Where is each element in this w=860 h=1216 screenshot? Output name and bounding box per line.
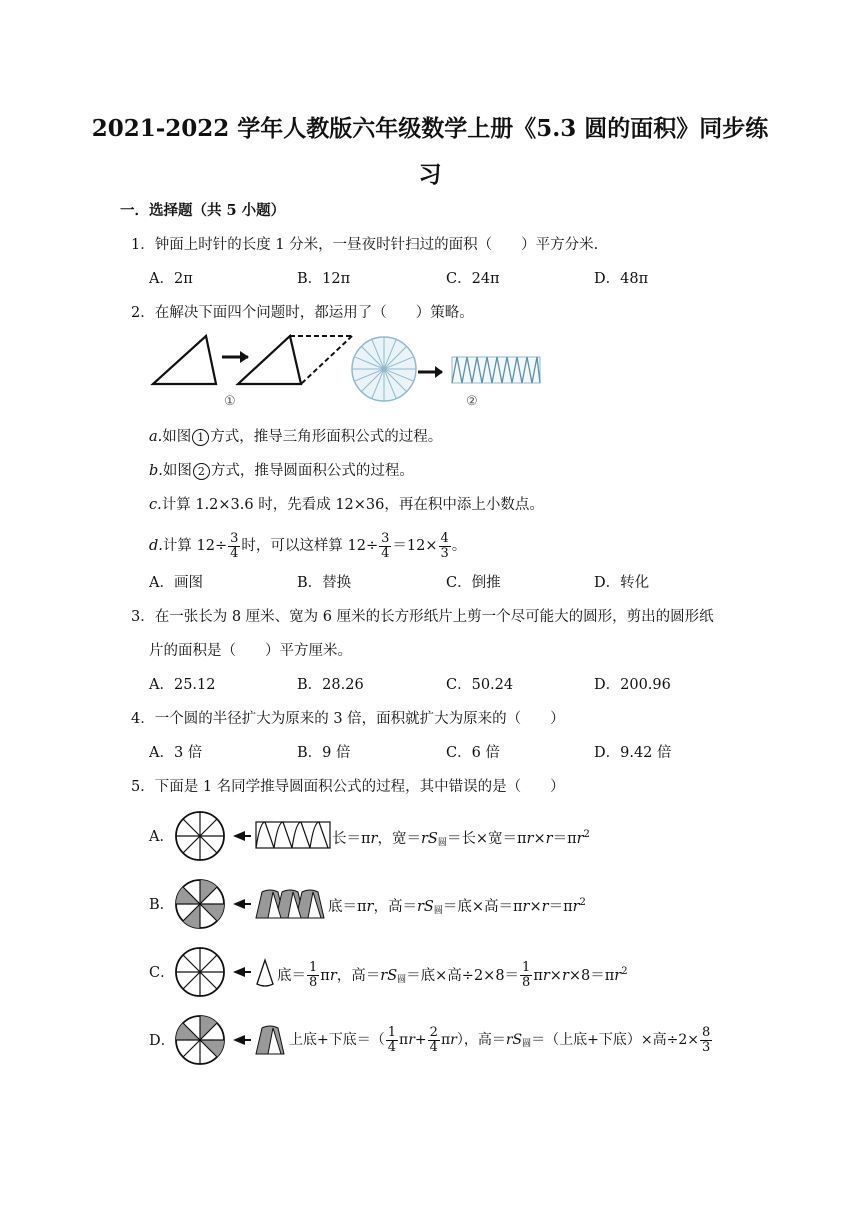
q5-b-circle-figure: [176, 880, 324, 928]
q2-item-a: a.如图 1 方式，推导三角形面积公式的过程。: [149, 429, 443, 445]
question-2-stem: 2．在解决下面四个问题时，都运用了（ ）策略。: [131, 305, 474, 321]
q2-option-d[interactable]: D．转化: [594, 575, 650, 591]
q5-option-d-formula: 上底+下底＝（ $\frac{1}{4}$ πr+ $\frac{2}{4}$ πr），高$=rS_圆=$（上底+下底）×高÷2× $\frac{8}{3}$: [289, 1024, 711, 1055]
question-1-stem: 1．钟面上时针的长度 1 分米，一昼夜时针扫过的面积（ ）平方分米.: [131, 237, 599, 253]
q1-option-d[interactable]: D．48π: [594, 271, 649, 287]
q2-item-b: b.如图 2 方式，推导圆面积公式的过程。: [149, 463, 414, 479]
q5-d-circle-figure: [176, 1016, 284, 1064]
q3-option-a[interactable]: A．25.12: [149, 677, 216, 693]
q5-option-b[interactable]: B．: [149, 897, 175, 913]
q2-item-d: d.计算 12÷ $\frac{3}{4}$ 时，可以这样算 12÷ $\frac{3}{4}$ ＝12× $\frac{4}{3}$ 。: [149, 530, 467, 561]
q4-option-c[interactable]: C．6 倍: [446, 745, 500, 761]
q1-option-c[interactable]: C．24π: [446, 271, 500, 287]
q3-option-d[interactable]: D．200.96: [594, 677, 671, 693]
q5-c-circle-figure: [176, 948, 273, 996]
figure-2-label: ②: [466, 394, 478, 409]
circled-number-1: 1: [192, 429, 209, 446]
q4-option-a[interactable]: A．3 倍: [149, 745, 203, 761]
q1-option-a[interactable]: A．2π: [149, 271, 193, 287]
fraction-3-4: $\frac{3}{4}$: [230, 530, 239, 561]
q5-option-c[interactable]: C．: [149, 965, 175, 981]
question-3-stem-line2: 片的面积是（ ）平方厘米。: [149, 643, 352, 659]
q5-option-c-formula: 底＝ $\frac{1}{8}$ πr，高$=rS_圆=$底×高÷2×8＝ $\frac{1}{8}$ $\pi r\times r\times 8=\pi r^2$: [277, 960, 628, 991]
question-4-stem: 4．一个圆的半径扩大为原来的 3 倍，面积就扩大为原来的（ ）: [131, 711, 565, 727]
q4-option-b[interactable]: B．9 倍: [297, 745, 351, 761]
q2-item-c: c.计算 1.2×3.6 时，先看成 12×36，再在积中添上小数点。: [149, 497, 544, 513]
section-heading: 一．选择题（共 5 小题）: [120, 202, 286, 219]
q2-option-c[interactable]: C．倒推: [446, 575, 501, 591]
worksheet-title-continued: 习: [418, 161, 442, 188]
q4-option-d[interactable]: D．9.42 倍: [594, 745, 672, 761]
question-5-stem: 5．下面是 1 名同学推导圆面积公式的过程，其中错误的是（ ）: [131, 779, 565, 795]
circled-number-2: 2: [193, 463, 210, 480]
fraction-4-3: $\frac{4}{3}$: [440, 530, 449, 561]
q3-option-c[interactable]: C．50.24: [446, 677, 514, 693]
q5-option-d[interactable]: D．: [149, 1033, 176, 1049]
q5-option-a[interactable]: A．: [149, 829, 174, 845]
worksheet-title: 2021-2022 学年人教版六年级数学上册《5.3 圆的面积》同步练: [91, 115, 769, 142]
q3-option-b[interactable]: B．28.26: [297, 677, 364, 693]
q1-option-b[interactable]: B．12π: [297, 271, 351, 287]
q2-option-b[interactable]: B．替换: [297, 575, 352, 591]
q5-option-b-formula: 底＝πr，高$=rS_圆=$底×高$=\pi r\times r=\pi r^2$: [328, 897, 586, 916]
question-3-stem-line1: 3．在一张长为 8 厘米、宽为 6 厘米的长方形纸片上剪一个尽可能大的圆形，剪出的圆形纸: [131, 609, 714, 625]
fraction-3-4-b: $\frac{3}{4}$: [381, 530, 390, 561]
q5-option-a-formula: 长＝πr，宽$=rS_圆=$长×宽$=\pi r\times r=\pi r^2$: [332, 829, 590, 848]
q5-a-circle-figure: [176, 812, 330, 860]
q2-option-a[interactable]: A．画图: [149, 575, 203, 591]
figure-1-label: ①: [224, 394, 236, 409]
